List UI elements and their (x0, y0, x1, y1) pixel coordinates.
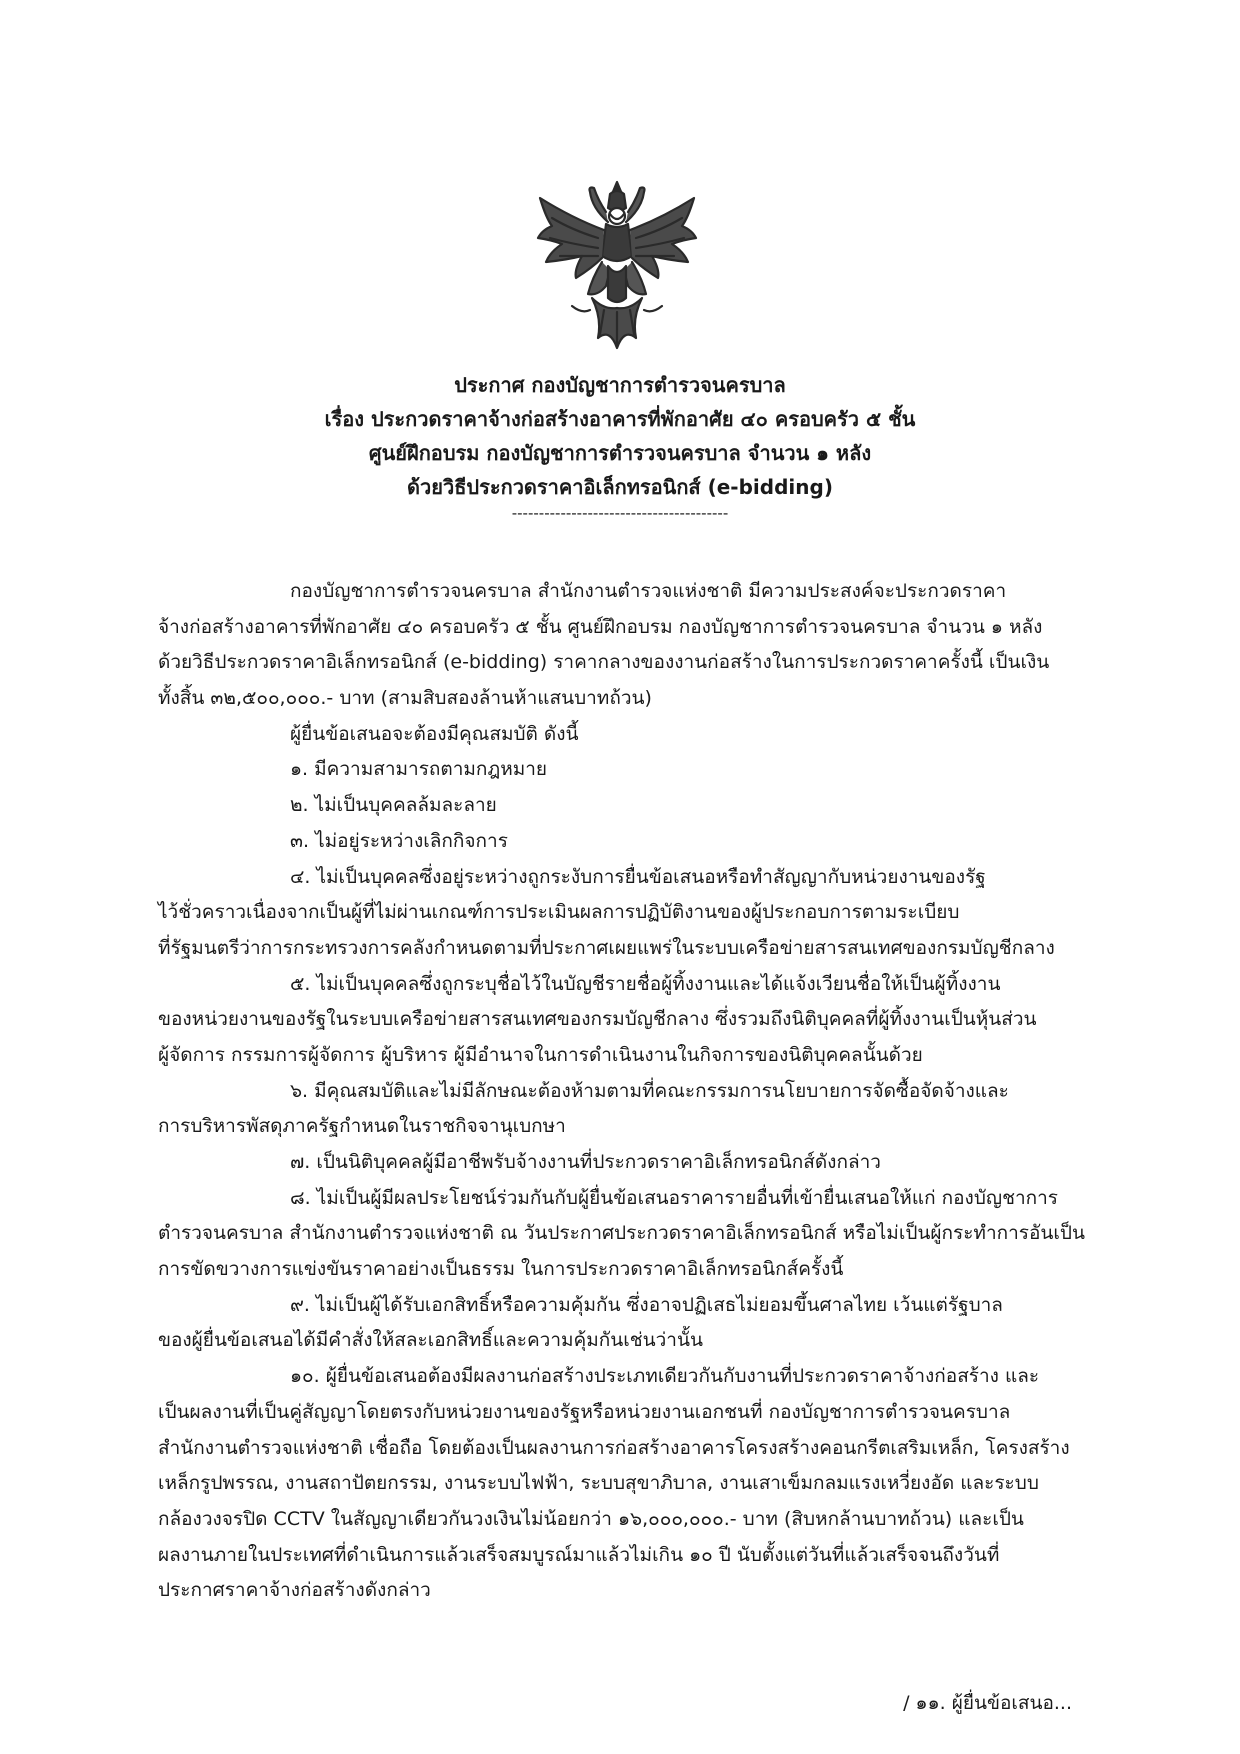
continuation-note: / ๑๑. ผู้ยื่นข้อเสนอ... (903, 1692, 1072, 1714)
body-line: ๑. มีความสามารถตามกฎหมาย (290, 758, 548, 781)
body-line: กองบัญชาการตำรวจนครบาล สำนักงานตำรวจแห่งชาติ มีความประสงค์จะประกวดราคา (290, 580, 1007, 602)
document-header (0, 368, 1240, 522)
body-line: ๕. ไม่เป็นบุคคลซึ่งถูกระบุชื่อไว้ในบัญชีรายชื่อผู้ทิ้งงานและได้แจ้งเวียนชื่อให้เป็นผู้ทิ้งงาน (290, 972, 1001, 995)
body-line: ๓. ไม่อยู่ระหว่างเลิกกิจการ (290, 829, 508, 852)
body-line: ไว้ชั่วคราวเนื่องจากเป็นผู้ที่ไม่ผ่านเกณฑ์การประเมินผลการปฏิบัติงานของผู้ประกอบการตามระเบียบ (158, 901, 960, 924)
body-line: ผู้จัดการ กรรมการผู้จัดการ ผู้บริหาร ผู้มีอำนาจในการดำเนินงานในกิจการของนิติบุคคลนั้นด้วย (158, 1043, 923, 1066)
body-line: ที่รัฐมนตรีว่าการกระทรวงการคลังกำหนดตามที่ประกาศเผยแพร่ในระบบเครือข่ายสารสนเทศของกรมบัญชีกลาง (158, 936, 1055, 959)
body-line: ๒. ไม่เป็นบุคคลล้มละลาย (290, 794, 497, 817)
body-line: ๔. ไม่เป็นบุคคลซึ่งอยู่ระหว่างถูกระงับการยื่นข้อเสนอหรือทำสัญญากับหน่วยงานของรัฐ (290, 865, 986, 888)
announcement-title: ประกาศ กองบัญชาการตำรวจนครบาล (454, 373, 786, 397)
body-line: ตำรวจนครบาล สำนักงานตำรวจแห่งชาติ ณ วันประกาศประกวดราคาอิเล็กทรอนิกส์ หรือไม่เป็นผู้กระทำการอันเป็น (158, 1222, 1085, 1245)
body-line: ผลงานภายในประเทศที่ดำเนินการแล้วเสร็จสมบูรณ์มาแล้วไม่เกิน ๑๐ ปี นับตั้งแต่วันที่แล้วเสร็จจนถึงวันที่ (158, 1543, 1000, 1566)
body-line: ๘. ไม่เป็นผู้มีผลประโยชน์ร่วมกันกับผู้ยื่นข้อเสนอราคารายอื่นที่เข้ายื่นเสนอให้แก่ กองบัญชาการ (290, 1186, 1059, 1209)
body-line: ๙. ไม่เป็นผู้ได้รับเอกสิทธิ์หรือความคุ้มกัน ซึ่งอาจปฏิเสธไม่ยอมขึ้นศาลไทย เว้นแต่รัฐบาล (290, 1293, 1003, 1316)
body-line: ประกาศราคาจ้างก่อสร้างดังกล่าว (158, 1579, 431, 1602)
body-line: เป็นผลงานที่เป็นคู่สัญญาโดยตรงกับหน่วยงานของรัฐหรือหน่วยงานเอกชนที่ กองบัญชาการตำรวจนครบาล (158, 1400, 1011, 1423)
body-line: สำนักงานตำรวจแห่งชาติ เชื่อถือ โดยต้องเป็นผลงานการก่อสร้างอาคารโครงสร้างคอนกรีตเสริมเหล็ก, โครงสร้าง (158, 1436, 1070, 1459)
body-line: การบริหารพัสดุภาครัฐกำหนดในราชกิจจานุเบกษา (158, 1115, 566, 1138)
body-line: เหล็กรูปพรรณ, งานสถาปัตยกรรม, งานระบบไฟฟ้า, ระบบสุขาภิบาล, งานเสาเข็มกลมแรงเหวี่ยงอัด และระบบ (158, 1472, 1039, 1495)
body-line: ทั้งสิ้น ๓๒,๕๐๐,๐๐๐.- บาท (สามสิบสองล้านห้าแสนบาทถ้วน) (158, 687, 652, 710)
garuda-emblem-icon (532, 178, 702, 360)
document-body (158, 574, 1085, 1609)
subject-line: เรื่อง ประกวดราคาจ้างก่อสร้างอาคารที่พักอาศัย ๔๐ ครอบครัว ๕ ชั้น (324, 407, 916, 431)
procurement-method-line: ด้วยวิธีประกวดราคาอิเล็กทรอนิกส์ (e-bidding) (407, 475, 833, 499)
body-line: ของผู้ยื่นข้อเสนอได้มีคำสั่งให้สละเอกสิทธิ์และความคุ้มกันเช่นว่านั้น (158, 1329, 703, 1352)
header-divider: ---------------------------------------- (511, 504, 729, 522)
subject-location-line: ศูนย์ฝึกอบรม กองบัญชาการตำรวจนครบาล จำนวน ๑ หลัง (368, 441, 872, 465)
body-line: ๑๐. ผู้ยื่นข้อเสนอต้องมีผลงานก่อสร้างประเภทเดียวกันกับงานที่ประกวดราคาจ้างก่อสร้าง และ (290, 1365, 1040, 1388)
body-line: จ้างก่อสร้างอาคารที่พักอาศัย ๔๐ ครอบครัว ๕ ชั้น ศูนย์ฝึกอบรม กองบัญชาการตำรวจนครบาล จำนวน ๑ หลัง (158, 615, 1043, 638)
body-line: การขัดขวางการแข่งขันราคาอย่างเป็นธรรม ในการประกวดราคาอิเล็กทรอนิกส์ครั้งนี้ (158, 1258, 844, 1281)
body-line: ของหน่วยงานของรัฐในระบบเครือข่ายสารสนเทศของกรมบัญชีกลาง ซึ่งรวมถึงนิติบุคคลที่ผู้ทิ้งงานเป็นหุ้นส่วน (158, 1008, 1037, 1031)
body-line: ผู้ยื่นข้อเสนอจะต้องมีคุณสมบัติ ดังนี้ (290, 722, 579, 745)
body-line: ด้วยวิธีประกวดราคาอิเล็กทรอนิกส์ (e-bidding) ราคากลางของงานก่อสร้างในการประกวดราคาครั้งนี้ เป็นเงิน (158, 651, 1050, 674)
body-line: กล้องวงจรปิด CCTV ในสัญญาเดียวกันวงเงินไม่น้อยกว่า ๑๖,๐๐๐,๐๐๐.- บาท (สิบหกล้านบาทถ้วน) และเป็น (158, 1507, 1024, 1530)
body-line: ๖. มีคุณสมบัติและไม่มีลักษณะต้องห้ามตามที่คณะกรรมการนโยบายการจัดซื้อจัดจ้างและ (290, 1079, 1009, 1102)
body-line: ๗. เป็นนิติบุคคลผู้มีอาชีพรับจ้างงานที่ประกวดราคาอิเล็กทรอนิกส์ดังกล่าว (290, 1151, 881, 1173)
